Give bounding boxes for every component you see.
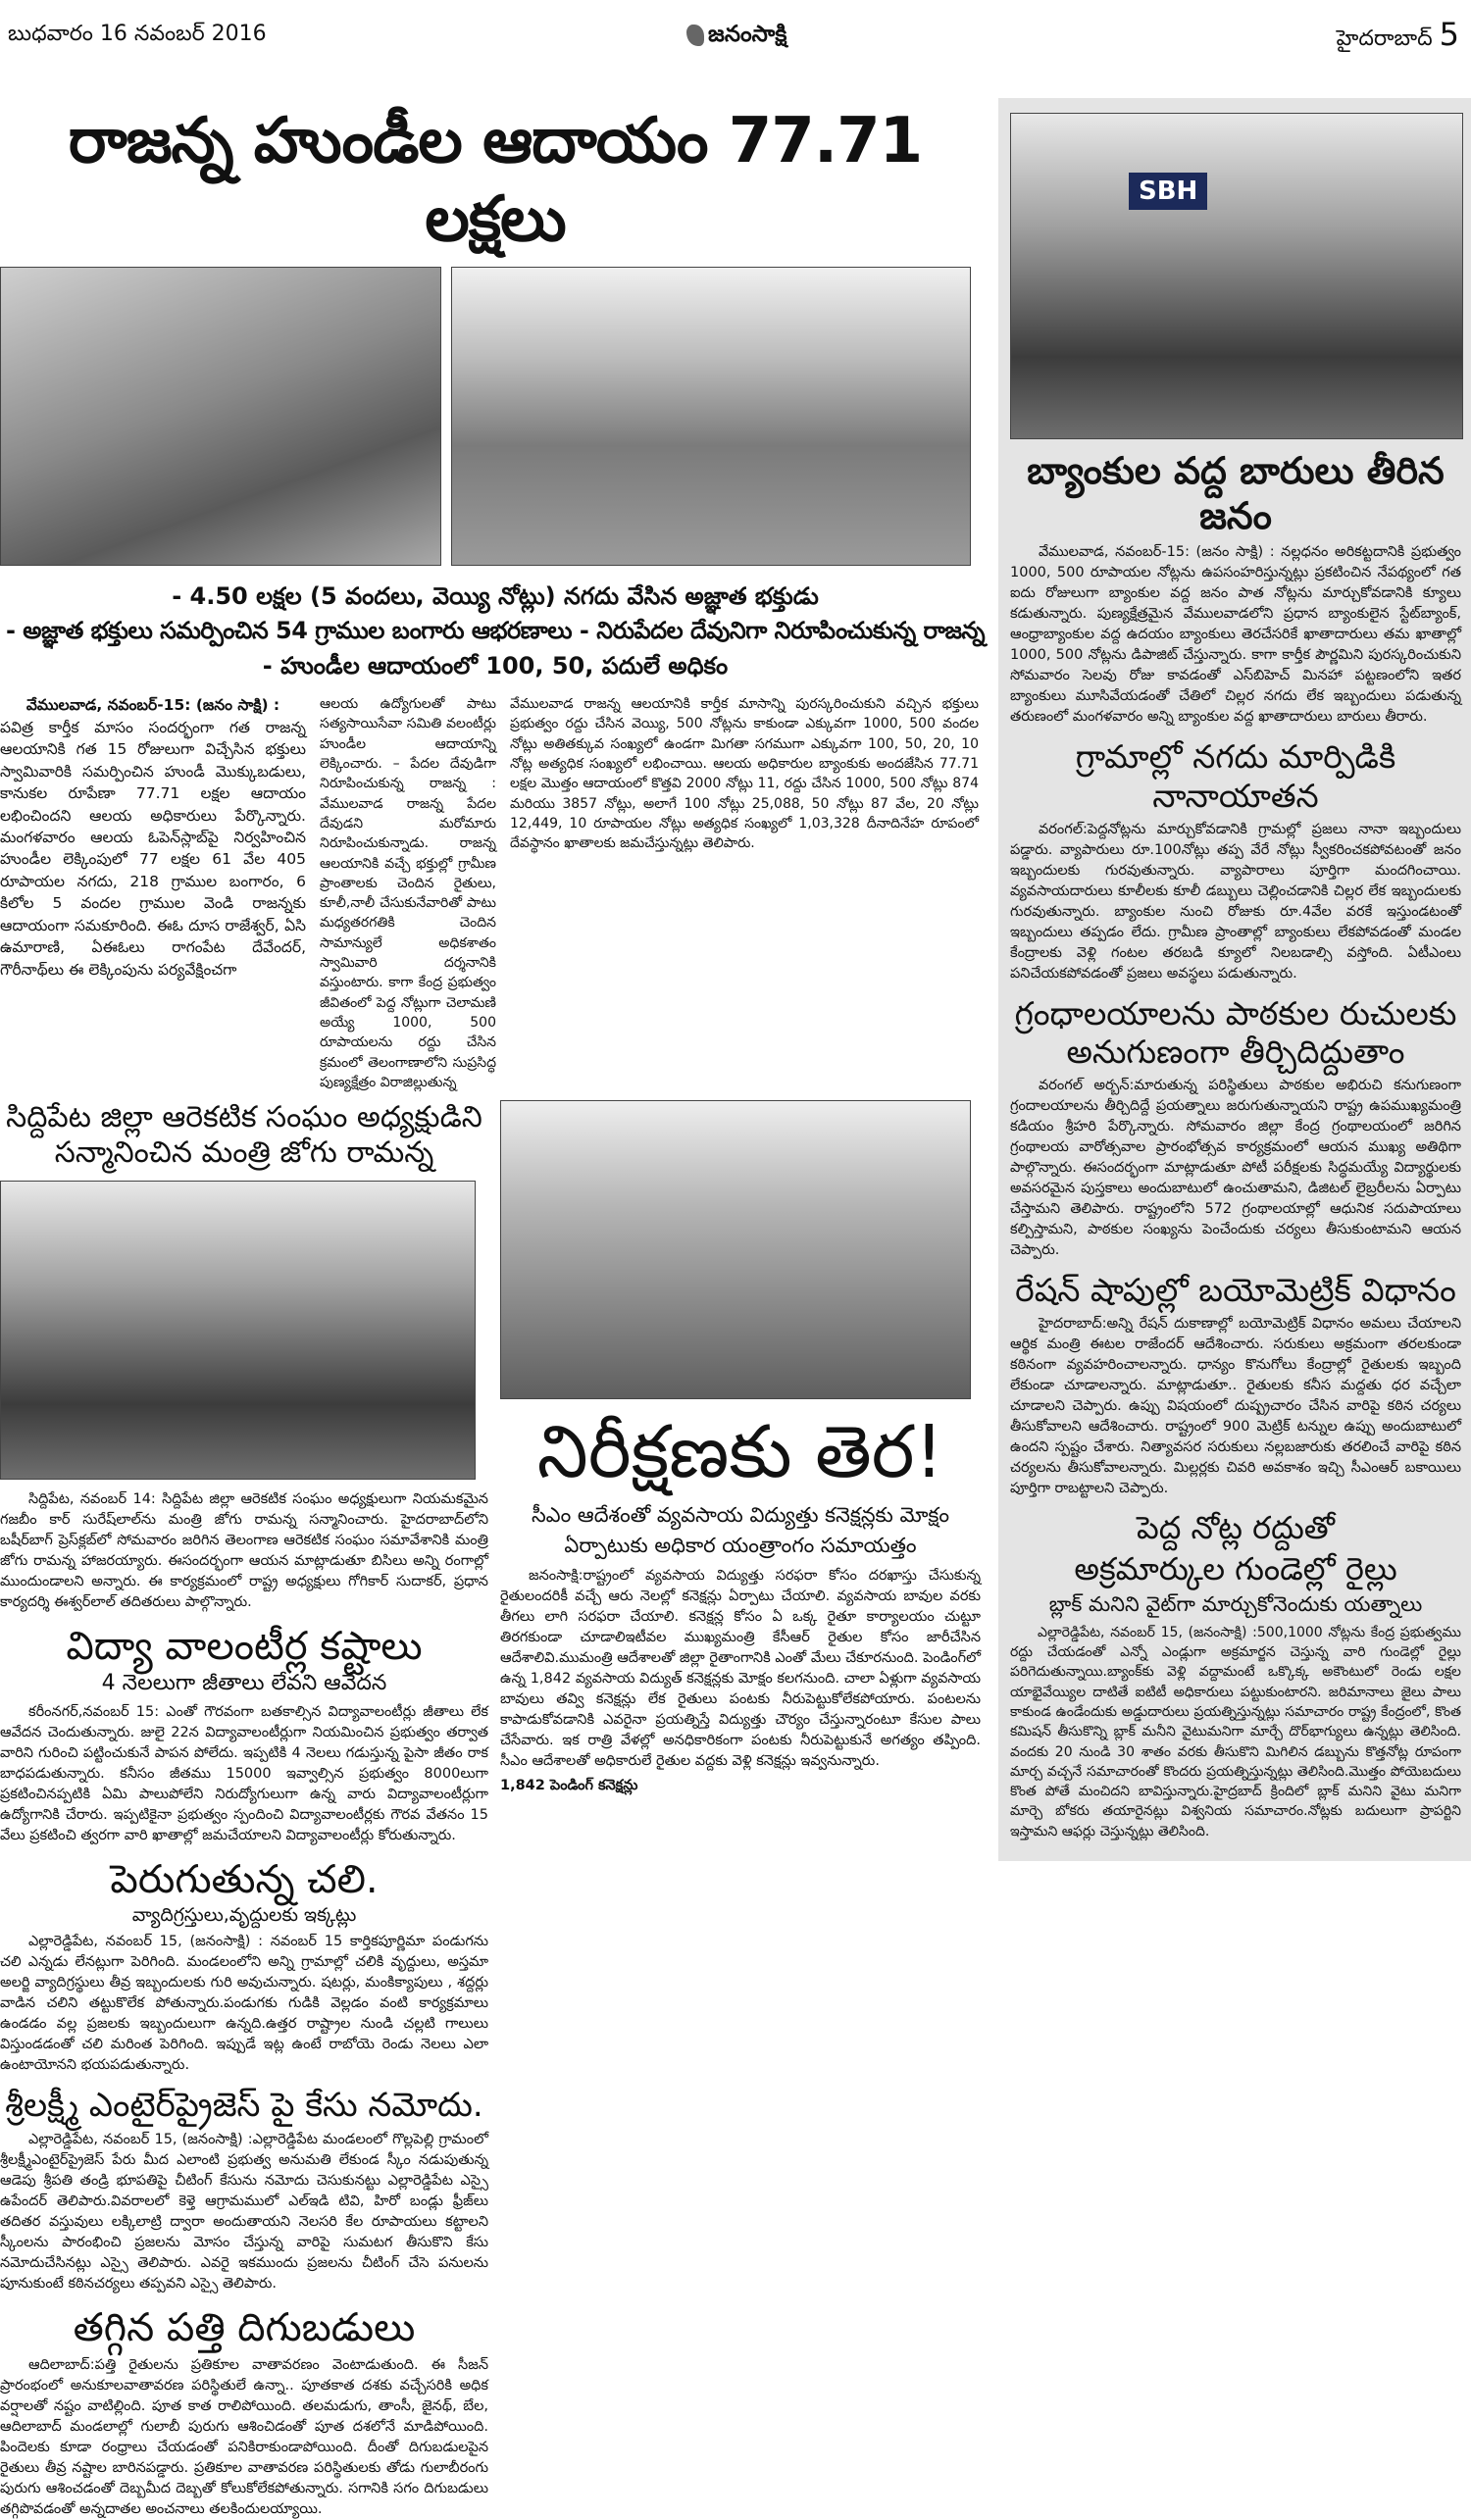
libraries-headline-line1: గ్రంధాలయాలను పాఠకుల రుచులకు: [1014, 993, 1457, 1033]
lead-bullet-3: - హుండీల ఆదాయంలో 100, 50, పదులే అధికం: [262, 651, 729, 680]
bank-sign: SBH: [1129, 173, 1207, 210]
irrigation-pipe-photo: [500, 1100, 971, 1399]
page-number: 5: [1439, 16, 1459, 53]
lead-headline: రాజన్న హుండీల ఆదాయం 77.71 లక్షలు: [68, 105, 923, 256]
ration-article: [1010, 1314, 1461, 1499]
blackmoney-headline: అక్రమార్కుల గుండెల్లో రైల్లు: [1074, 1550, 1397, 1588]
cold-article: [0, 1932, 488, 2076]
siddipet-headline-line2: సన్మానించిన మంత్రి జోగు రామన్న: [54, 1135, 434, 1171]
power-subhead-2: ఏర్పాటుకు అధికార యంత్రాంగం సమాయత్తం: [564, 1534, 917, 1558]
newspaper-logo: [686, 22, 786, 53]
lead-text-1: పవిత్ర కార్తీక మాసం సందర్భంగా గత రాజన్న ఆలయానికి గత 15 రోజులుగా విచ్చేసిన భక్తులు స్వామివారికి సమర్పించిన హుండీ మొక్కుబడులు, కానుకల రూపేణా 77.71 లక్షల ఆదాయం లభించిందని ఆలయ అధికారులు పేర్కొన్నారు. మంగళవారం ఆలయ ఓపెన్‌స్లాబ్‌పై నిర్వహించిన హుండీల లెక్కింపులో 77 లక్షల 61 వేల 405 రూపాయల నగదు, 218 గ్రాముల బంగారం, 6 కిలోల 5 వందల గ్రాముల వెండి రాజన్నకు ఆదాయంగా సమకూరింది. ఈఓ దూస రాజేశ్వర్, ఏసి ఉమారాణి, ఏఈఓలు రాగంపేట దేవేందర్, గౌరీనాథ్‌లు ఈ లెక్కింపును పర్యవేక్షించగా: [0, 718, 306, 979]
banks-article: [1010, 542, 1461, 728]
lead-bullets: [0, 578, 990, 684]
srilakshmi-text: ఎల్లారెడ్డిపేట, నవంబర్ 15, (జనంసాక్షి) :ఎల్లారెడ్డిపేట మండలంలో గొల్లపెల్లి గ్రామంలో శ్రీలక్ష్మీఎంటైర్‌ప్రైజెస్ పేరు మీద ఎలాంటి ప్రభుత్వ అనుమతి లేకుండ స్కీం నడుపుతున్న ఆడెపు శ్రీపతి తండ్రి భూపతిపై చీటింగ్ కేసును నమోదు చెసుకునట్టు ఎల్లారెడ్డిపేట ఎస్సై ఉపేందర్ తెలిపారు.వివరాలలో కెళ్తె ఆగ్రామములో ఎల్ఇడి టివి, హిరో బండ్లు ఫ్రీజ్‌లు తదితర వస్తువులు లక్కిలాట్రి ద్వారా అందుతాయని నెలసరి కేల రూపాయలు కట్టాలని స్కీంలను పారంభించి ప్రజలను మోసం చేస్తున్న వారిపై సుమటగ తీసుకొని కేసు నమోదుచేసినట్లు ఎస్సై తెలిపారు. ఎవరై ఇకముందు ప్రజలను చీటింగ్ చేసె పనులను పూనుకుంటే కఠినచర్యలు తప్పవని ఎస్సై తెలిపారు.: [0, 2131, 488, 2292]
logo-text: జనంసాక్షి: [708, 22, 787, 47]
siddipet-headline-line1: సిద్దిపేట జిల్లా ఆరెకటిక సంఘం అధ్యక్షుడిని: [6, 1100, 482, 1135]
power-article: [500, 1566, 981, 1796]
lead-dateline: వేములవాడ, నవంబర్-15: (జనం సాక్షి) :: [25, 696, 280, 715]
cold-text: ఎల్లారెడ్డిపేట, నవంబర్ 15, (జనంసాక్షి) : నవంబర్ 15 కార్తికపూర్ణిమా పండుగను చలి ఎన్నడు లేనట్లుగా పెరిగింది. మండలంలోని అన్ని గ్రామాల్లో చలికి వృద్దులు, అస్తమా అలర్జి వ్యాదిగ్రస్థులు తీవ్ర ఇబ్బందులకు గురి అవుచున్నారు. షటర్లు, మంకిక్యాపులు , శద్దర్లు వాడిన చలిని తట్టుకొలేక పోతున్నారు.పండుగకు గుడికి వెల్లడం వంటి కార్యక్రమాలు ఉండడం వల్ల ప్రజలకు ఇబ్బందులుగా ఉన్నది.ఉత్తర రాష్ట్రాల నుండి చల్లటి గాలులు విస్తుండడంతో చలి మరింత పెరిగింది. ఇప్పుడే ఇట్ల ఉంటే రాబోయె రెండు నెలలు ఎలా ఉంటాయోనని భయపడుతున్నారు.: [0, 1933, 488, 2073]
blackmoney-article: [1010, 1623, 1461, 1841]
lead-article: [0, 694, 990, 1092]
lower-columns: [0, 1100, 990, 2520]
main-news-area: [0, 98, 990, 2520]
volunteers-headline: విద్యా వాలంటీర్ల కష్టాలు: [66, 1624, 423, 1670]
villages-text: వరంగల్:పెద్దనోట్లను మార్చుకోవడానికి గ్రామల్లో ప్రజలు నానా ఇబ్బందులు పడ్డారు. వ్యాపారులు రూ.100నోట్లు తప్ప వేరే నోట్లు స్వీకరించకపోవటంతో జనం ఇబ్బందులకు గురవుతున్నారు. వ్యాపారాలు పూర్తిగా మందగించాయి. వ్యవసాయదారులు కూలీలకు కూలీ డబ్బులు చెల్లించడానికి చిల్లర లేక ఇబ్బందులకు గురవుతున్నారు. బ్యాంకుల నుంచి రోజుకు రూ.4వేల వరకే ఇస్తుండటంతో ఇబ్బందులు తప్పడం లేదు. గ్రామీణ ప్రాంతాల్లో బ్యాంకులు లేకపోవడంతో మండల కేంద్రాలకు వెళ్లి గంటల తరబడి క్యూలో నిలబడాల్సి వస్తోంది. ఏటీఎంలు పనిచేయకపోవడంతో ప్రజలు అవస్థలు పడుతున్నారు.: [1010, 821, 1461, 982]
blackmoney-subhead: బ్లాక్ మనిని వైట్‌గా మార్చుకోనెందుకు యత్నాలు: [1048, 1592, 1423, 1617]
issue-date: బుధవారం 16 నవంబర్ 2016: [8, 22, 267, 46]
lead-article-col1: [0, 694, 306, 981]
power-headline: నిరీక్షణకు తెర!: [536, 1410, 944, 1495]
logo-emblem-icon: [686, 25, 704, 46]
lead-article-col2: ఆలయ ఉద్యోగులతో పాటు సత్యసాయిసేవా సమితి వలంటీర్లు హుండీల ఆదాయాన్ని లెక్కించారు. – పేదల దేవుడిగా నిరూపించుకున్న రాజన్న : వేములవాడ రాజన్న పేదల దేవుడని మరోమారు నిరూపించుకున్నాడు. రాజన్న ఆలయానికి వచ్చే భక్తుల్లో గ్రామీణ ప్రాంతాలకు చెందిన రైతులు, కూలీ,నాలీ చేసుకునేవారితో పాటు మధ్యతరగతికి చెందిన సామాన్యులే అధికశాతం స్వామివారి దర్శనానికి వస్తుంటారు. కాగా కేంద్ర ప్రభుత్వం జీవితంలో పెద్ద నోట్లుగా చెలామణి అయ్యే 1000, 500 రూపాయలను రద్దు చేసిన క్రమంలో తెలంగాణాలోని సుప్రసిద్ధ పుణ్యక్షేత్రం విరాజిల్లుతున్న: [320, 696, 496, 1090]
ration-headline: రేషన్ షాపుల్లో బయోమెట్రిక్ విధానం: [1015, 1270, 1456, 1309]
right-column-panel: [998, 98, 1471, 1861]
power-subhead-1: సీఎం ఆదేశంతో వ్యవసాయ విద్యుత్తు కనెక్షన్లకు మోక్షం: [531, 1502, 950, 1527]
edition-city: హైదరాబాద్: [1336, 26, 1433, 51]
lead-article-col3: వేములవాడ రాజన్న ఆలయానికి కార్తీక మాసాన్ని పురస్కరించుకుని వచ్చిన భక్తులు ప్రభుత్వం రద్దు చేసిన వెయ్యి, 500 నోట్లను కాకుండా ఎక్కువగా 1000, 500 వందల నోట్లు అతితక్కువ సంఖ్యలో ఉండగా మిగతా సగముగా ఎక్కువగా 100, 50, 20, 10 నోట్ల అత్యధిక సంఖ్యలో లభించాయి. ఆలయ అధికారుల బ్యాంకుకు అందజేసిన 77.71 లక్షల మొత్తం ఆదాయంలో కొత్తవి 2000 నోట్లు 11, రద్దు చేసిన 1000, 500 నోట్లు 874 మరియు 3857 నోట్లు, అలాగే 100 నోట్లు 25,088, 50 నోట్లు 87 వేల, 20 నోట్లు 12,449, 10 రూపాయల నోట్లు అత్యధిక సంఖ్యలో 1,03,328 దీనాదినేహ రూపంలో దేవస్థానం ఖాతాలకు జమచేస్తున్నట్లు తెలిపారు.: [510, 696, 979, 852]
lead-bullet-1: - 4.50 లక్షల (5 వందలు, వెయ్యి నోట్లు) నగదు వేసిన అజ్ఞాత భక్తుడు: [172, 582, 819, 610]
power-text: జనంసాక్షి:రాష్ట్రంలో వ్యవసాయ విద్యుత్తు సరఫరా కోసం దరఖాస్తు చేసుకున్న రైతులందరికీ వచ్చే ఆరు నెలల్లో కనెక్షన్లు ఏర్పాటు చేయాలి. వ్యవసాయ బావుల వరకు తీగలు లాగి సరఫరా చేయాలి. కనెక్షన్ల కోసం ఏ ఒక్క రైతూ కార్యాలయం చుట్టూ తిరగకుండా చూడాలిఇటీవల ముఖ్యమంత్రి కేసీఆర్ రైతుల కోసం జారీచేసిన ఆదేశాలివి.ముమంత్రి ఆదేశాలతో జిల్లా రైతాంగానికి ఎంతో మేలు చేకూరనుంది. పెండింగ్‌లో ఉన్న 1,842 వ్యవసాయ విద్యుత్ కనెక్షన్లకు మోక్షం కలగనుంది. చాలా ఏళ్లుగా వ్యవసాయ బావులు తవ్వి కనెక్షన్లు లేక రైతులు పంటకు నీరుపెట్టుకోలేకపోయారు. పంటలను కాపాడుకోవడానికి ఎవరైనా ప్రయత్నిస్తే విద్యుత్తు చౌర్యం చేస్తున్నారంటూ కేసుల పాలు చేసేవారు. ఇక రాత్రి వేళల్లో అనధికారికంగా పంటకు నీరుపెట్టుకునే అగత్యం తప్పింది. సీఎం ఆదేశాలతో అధికారులే రైతుల వద్దకు వెళ్లి కనెక్షన్లు ఇవ్వనున్నారు.: [500, 1567, 981, 1769]
libraries-headline-line2: అనుగుణంగా తీర్చిదిద్దుతాం: [1066, 1033, 1405, 1072]
bank-queue-photo: [1010, 113, 1463, 439]
hundi-counting-photo: [451, 267, 971, 566]
banks-text: వేములవాడ, నవంబర్-15: (జనం సాక్షి) : నల్లధనం అరికట్టదానికి ప్రభుత్వం 1000, 500 రూపాయల నోట్లను ఉపసంహరిస్తున్నట్లు ప్రకటించిన నేపథ్యంలో గత ఐదు రోజులుగా బ్యాంకుల వద్ద జనం పాత నోట్లను మార్చుకోవడానికి క్యూలు కడుతున్నారు. పుణ్యక్షేత్రమైన వేములవాడలోని ప్రధాన బ్యాంకులైన స్టేట్‌బ్యాంక్, ఆంధ్రాబ్యాంకుల వద్ద ఉదయం బ్యాంకులు తెరచేసరికే ఖాతాదారులు తమ ఖాతాల్లో 1000, 500 నోట్లను డిపాజిట్ చేస్తున్నారు. కాగా కార్తీక పౌర్ణమిని పురస్కరించుకుని సోమవారం సెలవు రోజు కావడంతో ఎస్‌బిహెచ్ మినహా పట్టణంలోని ఇతర బ్యాంకులు మూసివేయడంతో చేతిలో చిల్లర నగదు లేక ఇబ్బందులు పడుతున్న తరుణంలో మంగళవారం అన్ని బ్యాంకుల వద్ద ఖాతాదారులు బారులు తీరారు.: [1010, 544, 1461, 726]
villages-article: [1010, 820, 1461, 984]
cotton-headline: తగ్గిన పత్తి దిగుబడులు: [73, 2304, 416, 2350]
srilakshmi-headline: శ్రీలక్ష్మీ ఎంటైర్‌ప్రైజెస్ పై కేసు నమోదు.: [5, 2085, 483, 2125]
volunteers-subhead: 4 నెలలుగా జీతాలు లేవని ఆవేదన: [101, 1671, 387, 1696]
middle-column: [500, 1100, 981, 1796]
lead-bullet-2: - అజ్ఞాత భక్తులు సమర్పించిన 54 గ్రాముల బంగారు ఆభరణాలు - నిరుపేదల దేవునిగా నిరూపించుకున్న రాజన్న: [5, 617, 986, 645]
siddipet-text: సిద్దిపేట, నవంబర్ 14: సిద్దిపేట జిల్లా ఆరెకటిక సంఘం అధ్యక్షులుగా నియమకమైన గజబీం కార్ సురేష్‌లాల్‌ను మంత్రి జోగు రామన్న సన్మానించారు. హైదరాబాద్‌లోని బషీర్‌బాగ్ ప్రెస్‌క్లబ్‌లో సోమవారం జరిగిన తెలంగాణ ఆరెకటిక సంఘం సమావేశానికి మంత్రి జోగు రామన్న హాజరయ్యారు. ఈసందర్భంగా ఆయన మాట్లాడుతూ బిసిలు అన్ని రంగాల్లో ముందుండాలని అన్నారు. ఈ కార్యక్రమంలో రాష్ట్ర అధ్యక్షులు గోగికార్ సుదాకర్, ప్రధాన కార్యదర్శి ఈశ్వర్‌లాల్ తదితరులు పాల్గొన్నారు.: [0, 1491, 488, 1611]
temple-officials-photo: [0, 267, 441, 566]
minister-felicitation-photo: [0, 1181, 476, 1480]
volunteers-article: [0, 1702, 488, 1846]
cold-headline: పెరుగుతున్న చలి.: [110, 1856, 379, 1902]
cold-subhead: వ్యాదిగ్రస్తులు,వృద్దులకు ఇక్కట్లు: [131, 1903, 357, 1926]
siddipet-headline: [0, 1100, 488, 1171]
cotton-text: ఆదిలాబాద్:పత్తి రైతులను ప్రతికూల వాతావరణం వెంటాడుతుంది. ఈ సీజన్ ప్రారంభంలో అనుకూలవాతావరణ పరిస్థితులే ఉన్నా.. పూతకాత దశకు వచ్చేసరికి అధిక వర్షాలతో నష్టం వాటిల్లింది. పూత కాత రాలిపోయింది. తలమడుగు, తాంసీ, జైనథ్, బేల, ఆదిలాబాద్ మండలాల్లో గులాబీ పురుగు ఆశించిడంతో పూత దశలోనే మాడిపోయింది. పిందెలకు కూడా రంధ్రాలు చేయడంతో పనికిరాకుండాపోయింది. దీంతో దిగుబడులపైన రైతులు తీవ్ర నష్టాల బారినపడ్డారు. ప్రతికూల వాతావరణ పరిస్థితులకు తోడు గులాబీరంగు పురుగు ఆశించడంతో దెబ్బమీద దెబ్బతో కోలుకోలేకపోతున్నారు. సగానికి సగం దిగుబడులు తగ్గిపొవడంతో అన్నదాతల అంచనాలు తలకిందులయ్యాయి.: [0, 2356, 488, 2517]
srilakshmi-article: [0, 2130, 488, 2294]
cotton-article: [0, 2355, 488, 2520]
banks-headline: బ్యాంకుల వద్ద బారులు తీరిన జనం: [1027, 449, 1445, 537]
page-edition: [1337, 16, 1459, 56]
villages-headline: గ్రామాల్లో నగదు మార్పిడికి నానాయాతన: [1075, 737, 1396, 815]
blackmoney-kicker: పెద్ద నోట్ల రద్దుతో: [1136, 1508, 1335, 1546]
libraries-text: వరంగల్ అర్బన్:మారుతున్న పరిస్థితులు పాఠకుల అభిరుచి కనుగుణంగా గ్రందాలయాలను తీర్చిదిద్దే ప్రయత్నాలు జరుగుతున్నాయని రాష్ట్ర ఉపముఖ్యమంత్రి కడియం శ్రీహరి పేర్కొన్నారు. సోమవారం జిల్లా కేంద్ర గ్రంథాలయంలో జరిగిన గ్రంథాలయ వారోత్సవాల ప్రారంభోత్సవ కార్యక్రమంలో ఆయన ముఖ్య అతిథిగా పాల్గొన్నారు. ఈసందర్భంగా మాట్లాడుతూ పోటీ పరీక్షలకు సిద్ధమయ్యే విద్యార్థులకు అవసరమైన పుస్తకాలు అందుబాటులో ఉంచుతామని, డిజిటల్ లైబ్రరీలను ఏర్పాటు చేస్తామని తెలిపారు. రాష్ట్రంలోని 572 గ్రంథాలయాల్లో ఆధునిక సదుపాయాలు కల్పిస్తామని, పాఠకుల సంఖ్యను పెంచేందుకు చర్యలు తీసుకుంటామని ఆయన చెప్పారు.: [1010, 1077, 1461, 1258]
lead-photos: [0, 267, 990, 566]
volunteers-text: కరీంనగర్,నవంబర్ 15: ఎంతో గౌరవంగా బతకాల్సిన విద్యావాలంటీర్లు జీతాలు లేక ఆవేదన చెందుతున్నారు. జులై 22న విద్యావాలంటీర్లుగా నియమించిన ప్రభుత్వం తర్వాత వారిని గురించి పట్టించుకునే పాపన పోలేదు. ఇప్పటికి 4 నెలలు గడుస్తున్న పైసా జీతం రాక బాధపడుతున్నారు. కనీసం జీతము 15000 ఇవ్వాల్సిన ప్రభుత్వం 8000లుగా ప్రకటించినప్పటికి ఏమి పాలుపోలేని నిరుద్యోగులుగా ఉన్న వారు విద్యావాలంటీర్లుగా ఉద్యోగానికి చేరారు. ఇప్పటికైనా ప్రభుత్వం స్పందించి విద్యావాలంటీర్లకు గౌరవ వేతనం 15 వేలు ప్రకటించి త్వరగా వారి ఖాతాల్లో జమచేయాలని విద్యావాలంటీర్లు కోరుతున్నారు.: [0, 1703, 488, 1843]
blackmoney-text: ఎల్లారెడ్డిపేట, నవంబర్ 15, (జనంసాక్షి) :500,1000 నోట్లను కేంద్ర ప్రభుత్వము రద్దు చేయడంతో ఎన్నో ఎండ్లుగా అక్రమార్జన చెస్తున్న వారి గుండెల్లో రైల్లు పరిగెదుతున్నాయి.బ్యాంక్‌కు వెళ్లి వద్దామంటే ఒక్కొక్క అకౌంటులో రెండు లక్షల యాభైవేయ్యిల దాటితే ఐటిటీ అధికారులు పట్టుకుంటారని. జరిమానాలు జైలు పాలు కాకుండ ఉండేందుకు అడ్డుదారులు ప్రయత్నిస్తున్నట్లు సమాచారం రాష్ట్ర కేంద్రంలో, కొంత కమిషన్ తీసుకొన్ని బ్లాక్ మనీని వైటుమనిగా మార్చే దొర్‌భాగ్యులు ఉన్నట్లు తెలిసింది. వందకు 20 నుండి 30 శాతం వరకు తీసుకొని మిగిలిన డబ్బును కొత్తనోట్ల రూపంగా మార్చ వచ్చనే సమాచారంతో కొందరు ప్రయత్నిస్తున్నట్లు తెలిసింది.మొత్తం పోయెబదులు కొంత పోతే మంచిదని బావిస్తున్నారు.హైద్రబాద్ క్రిందిలో బ్లాక్ మనిని వైటు మనిగా మార్చె బోకరు తయారైనట్లు విశ్వనియ సమాచారం.నోట్లకు బదులుగా ప్రాపర్టిని ఇస్తామని ఆఫర్లు చెస్తున్నట్లు తెలిసింది.: [1010, 1624, 1461, 1840]
power-section-label: 1,842 పెండింగ్ కనెక్షన్లు: [500, 1777, 638, 1793]
ration-text: హైదరాబాద్:అన్ని రేషన్ దుకాణాల్లో బయోమెట్రిక్ విధానం అమలు చేయాలని ఆర్థిక మంత్రి ఈటల రాజేందర్ ఆదేశించారు. సరుకులు అక్రమంగా తరలకుండా కఠినంగా వ్యవహరించాలన్నారు. ధాన్యం కొనుగోలు కేంద్రాల్లో రైతులకు ఇబ్బంది లేకుండా చూడాలన్నారు. మాట్లాడుతూ.. రైతులకు కనీస మద్దతు ధర వచ్చేలా చూడాలని చెప్పారు. ఉప్పు విషయంలో దుష్ప్రచారం చేసిన వారిపై కఠిన చర్యలు తీసుకోవాలని ఆదేశించారు. రాష్ట్రంలో 900 మెట్రిక్ టన్నుల ఉప్పు అందుబాటులో ఉందని స్పష్టం చేశారు. నిత్యావసర సరుకులు నల్లబజారుకు తరలించే వారిపై కఠిన చర్యలను తీసుకోవాలన్నారు. మిల్లర్లకు చివరి అవకాశం ఇచ్చి సీఎంఆర్ బకాయిలు పూర్తిగా రాబట్టాలని చెప్పారు.: [1010, 1315, 1461, 1496]
libraries-article: [1010, 1076, 1461, 1261]
left-column: [0, 1100, 488, 2520]
siddipet-article: [0, 1489, 488, 1613]
libraries-headline: [1010, 994, 1461, 1072]
